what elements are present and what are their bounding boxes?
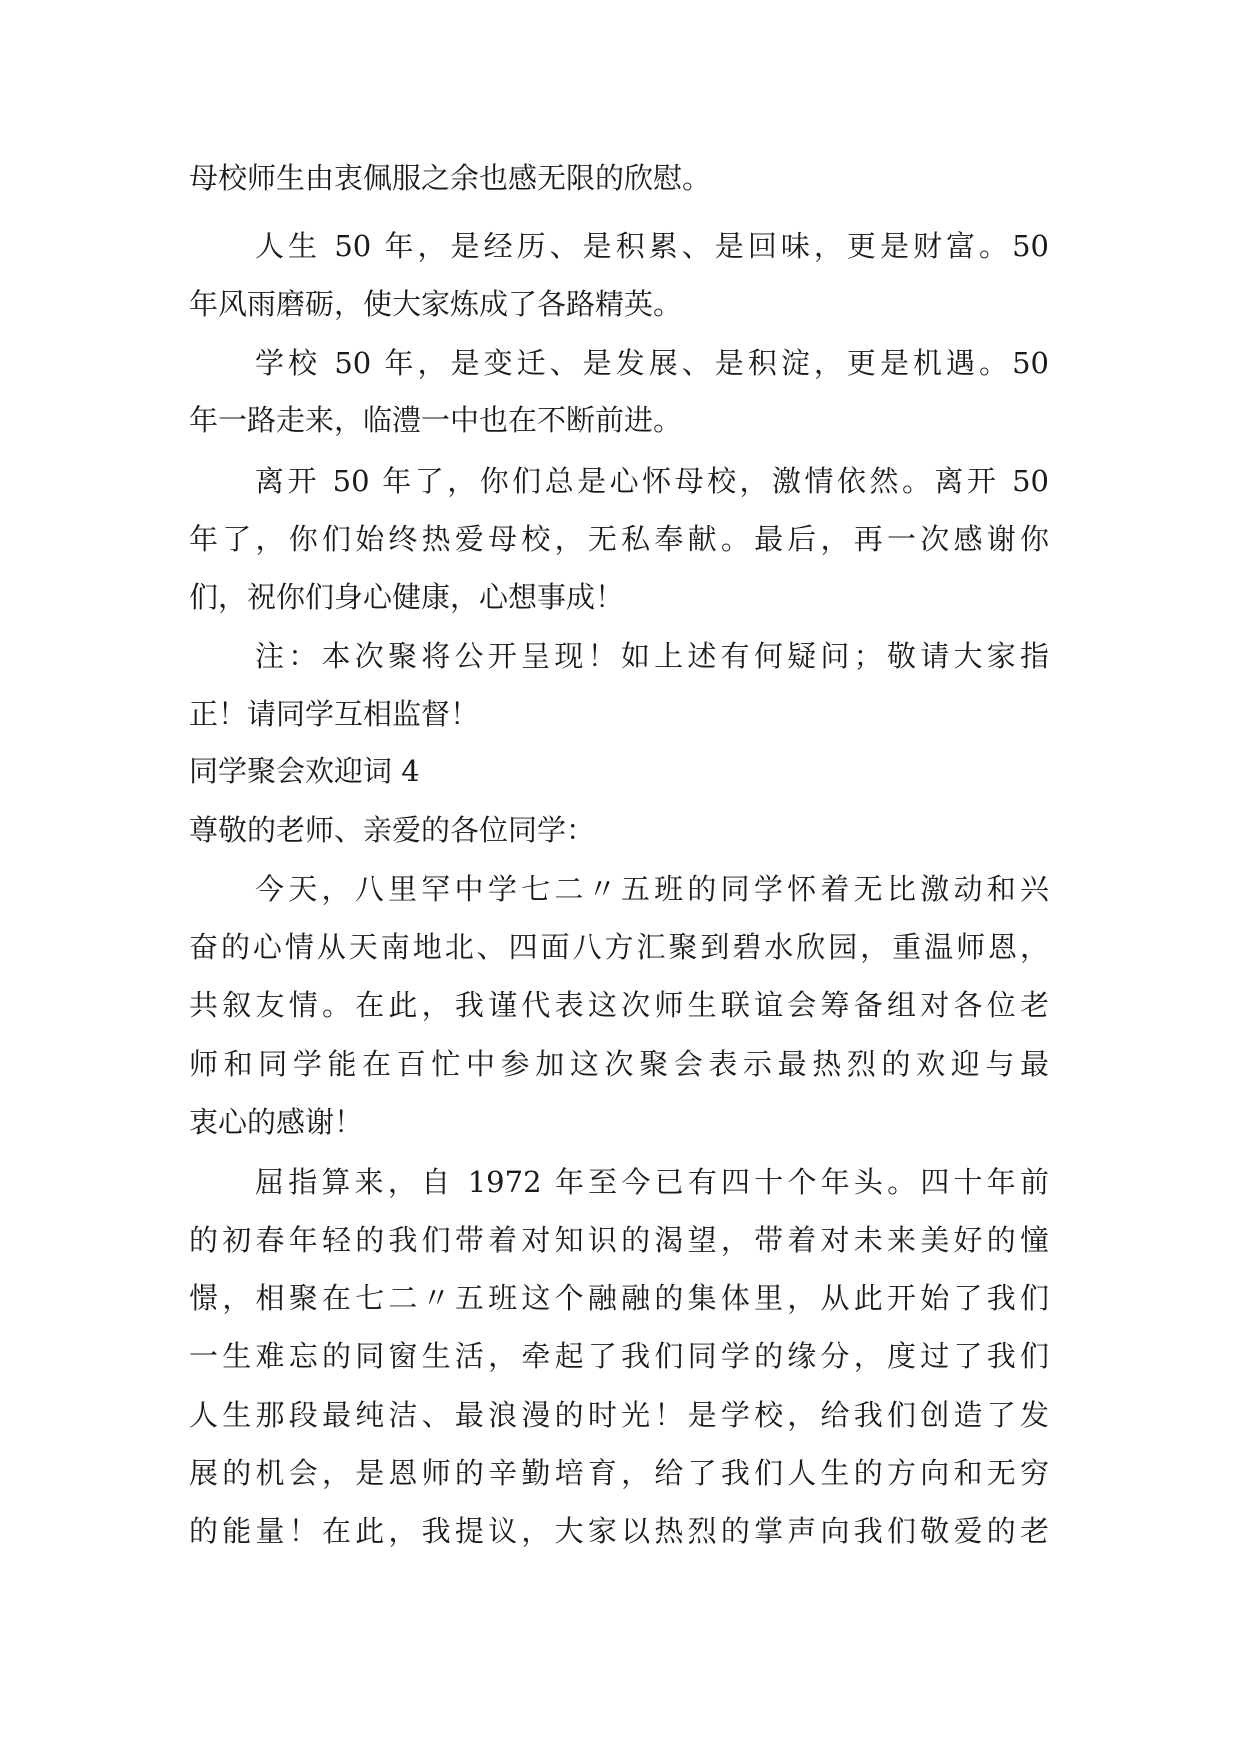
text-line: 屈指算来，自 1972 年至今已有四十个年头。四十年前 (255, 1165, 1049, 1199)
text-line: 年一路走来，临澧一中也在不断前进。 (189, 403, 683, 437)
text-line: 母校师生由衷佩服之余也感无限的欣慰。 (189, 161, 712, 195)
text-line: 年了，你们始终热爱母校，无私奉献。最后，再一次感谢你 (189, 522, 1049, 556)
text-line: 注：本次聚将公开呈现！如上述有何疑问；敬请大家指 (255, 639, 1049, 673)
text-line: 一生难忘的同窗生活，牵起了我们同学的缘分，度过了我们 (189, 1339, 1049, 1373)
text-line: 今天，八里罕中学七二〃五班的同学怀着无比激动和兴 (255, 872, 1049, 906)
text-line: 年风雨磨砺，使大家炼成了各路精英。 (189, 287, 683, 321)
text-line: 师和同学能在百忙中参加这次聚会表示最热烈的欢迎与最 (189, 1047, 1049, 1081)
text-line: 共叙友情。在此，我谨代表这次师生联谊会筹备组对各位老 (189, 988, 1049, 1022)
text-line: 展的机会，是恩师的辛勤培育，给了我们人生的方向和无穷 (189, 1456, 1049, 1490)
text-line: 们，祝你们身心健康，心想事成！ (189, 580, 625, 614)
text-line: 离开 50 年了，你们总是心怀母校，激情依然。离开 50 (255, 464, 1049, 498)
section-heading: 同学聚会欢迎词 4 (189, 754, 420, 788)
text-line: 衷心的感谢！ (189, 1105, 364, 1139)
text-line: 人生 50 年，是经历、是积累、是回味，更是财富。50 (255, 229, 1049, 263)
text-line: 憬，相聚在七二〃五班这个融融的集体里，从此开始了我们 (189, 1281, 1049, 1315)
text-line: 人生那段最纯洁、最浪漫的时光！是学校，给我们创造了发 (189, 1398, 1049, 1432)
text-line: 奋的心情从天南地北、四面八方汇聚到碧水欣园，重温师恩， (189, 930, 1049, 964)
text-line: 的能量！在此，我提议，大家以热烈的掌声向我们敬爱的老 (189, 1514, 1049, 1548)
salutation: 尊敬的老师、亲爱的各位同学： (189, 813, 596, 847)
text-line: 的初春年轻的我们带着对知识的渴望，带着对未来美好的憧 (189, 1223, 1049, 1257)
text-line: 学校 50 年，是变迁、是发展、是积淀，更是机遇。50 (255, 346, 1049, 380)
text-line: 正！请同学互相监督！ (189, 697, 480, 731)
